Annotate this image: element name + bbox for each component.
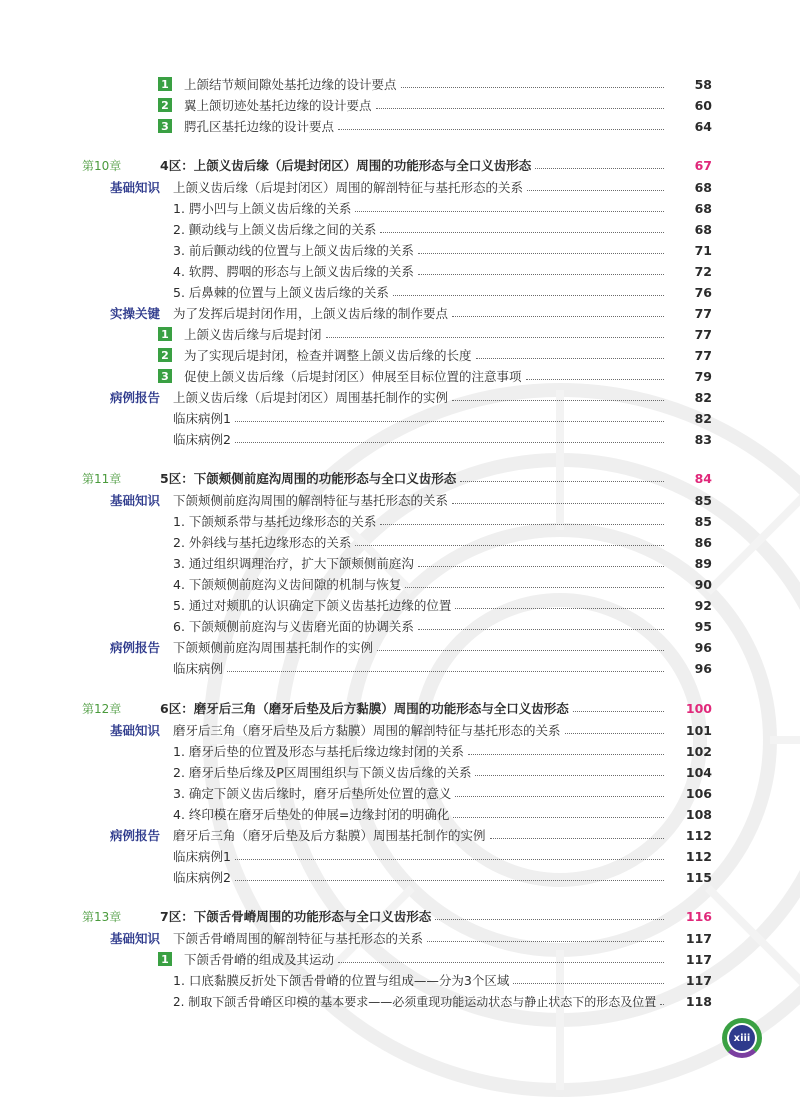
entry-body — [173, 804, 670, 824]
page-number: 102 — [685, 743, 712, 759]
section-entry[interactable] — [0, 490, 800, 510]
dot-leader — [418, 274, 664, 275]
page-number: 68 — [694, 221, 712, 237]
page-number: 90 — [694, 576, 712, 592]
toc-entry[interactable] — [0, 366, 800, 386]
number-box: 3 — [158, 119, 172, 133]
entry-title: 上颌义齿后缘（后堤封闭区）周围的解剖特征与基托形态的关系 — [173, 180, 524, 195]
entry-body — [184, 95, 670, 115]
dot-leader — [338, 129, 664, 130]
page-number: 108 — [685, 806, 712, 822]
entry-body — [173, 846, 670, 866]
entry-body — [173, 198, 670, 218]
dot-leader — [338, 962, 664, 963]
entry-title: 临床病例2 — [173, 432, 231, 447]
page-number: 112 — [685, 827, 712, 843]
section-label: 病例报告 — [110, 640, 161, 655]
dot-leader — [526, 379, 664, 380]
dot-leader — [227, 671, 664, 672]
page-number: 85 — [694, 513, 712, 529]
dot-leader — [235, 421, 664, 422]
page-number: 96 — [694, 660, 712, 676]
entry-title: 5. 通过对颊肌的认识确定下颌义齿基托边缘的位置 — [173, 598, 452, 613]
section-entry[interactable] — [0, 825, 800, 845]
dot-leader — [235, 859, 664, 860]
toc-entry[interactable] — [0, 261, 800, 281]
number-box: 1 — [158, 327, 172, 341]
entry-title: 下颌舌骨嵴的组成及其运动 — [184, 952, 335, 967]
dot-leader — [355, 545, 664, 546]
chapter-entry[interactable] — [0, 698, 800, 718]
entry-title: 2. 外斜线与基托边缘形态的关系 — [173, 535, 352, 550]
page-number: 71 — [694, 242, 712, 258]
page-number: 79 — [694, 368, 712, 384]
dot-leader — [460, 481, 664, 482]
page-number: 106 — [685, 785, 712, 801]
entry-title: 1. 磨牙后垫的位置及形态与基托后缘边缘封闭的关系 — [173, 744, 464, 759]
page-number: 76 — [694, 284, 712, 300]
entry-body — [173, 387, 670, 407]
entry-body — [173, 762, 670, 782]
page-number: 68 — [694, 179, 712, 195]
entry-body — [173, 532, 670, 552]
page-number: 84 — [694, 470, 712, 486]
toc-entry[interactable] — [0, 658, 800, 678]
entry-title: 临床病例 — [173, 661, 224, 676]
toc-entry[interactable] — [0, 949, 800, 969]
entry-title: 6. 下颌颊侧前庭沟与义齿磨光面的协调关系 — [173, 619, 414, 634]
entry-title: 下颌颊侧前庭沟周围的解剖特征与基托形态的关系 — [173, 493, 449, 508]
dot-leader — [418, 253, 664, 254]
entry-body — [184, 324, 670, 344]
page-number: 64 — [694, 118, 712, 134]
entry-title: 促使上颌义齿后缘（后堤封闭区）伸展至目标位置的注意事项 — [184, 369, 522, 384]
dot-leader — [435, 919, 664, 920]
dot-leader — [660, 1004, 664, 1005]
dot-leader — [427, 941, 664, 942]
toc-entry[interactable] — [0, 511, 800, 531]
chapter-entry[interactable] — [0, 468, 800, 488]
entry-body — [184, 366, 670, 386]
entry-title: 为了发挥后堤封闭作用，上颌义齿后缘的制作要点 — [173, 306, 449, 321]
entry-body — [160, 906, 670, 926]
page-number: 67 — [694, 157, 712, 173]
toc-entry[interactable] — [0, 741, 800, 761]
toc-entry[interactable] — [0, 991, 800, 1011]
dot-leader — [453, 817, 664, 818]
toc-entry[interactable] — [0, 846, 800, 866]
entry-body — [173, 991, 670, 1011]
page-number: 86 — [694, 534, 712, 550]
entry-body — [173, 720, 670, 740]
entry-body — [173, 219, 670, 239]
entry-title: 2. 颤动线与上颌义齿后缘之间的关系 — [173, 222, 377, 237]
page-number: 77 — [694, 347, 712, 363]
toc-entry[interactable] — [0, 616, 800, 636]
toc-entry[interactable] — [0, 970, 800, 990]
entry-body — [184, 345, 670, 365]
page-number: 82 — [694, 410, 712, 426]
page-number: 101 — [685, 722, 712, 738]
dot-leader — [535, 168, 664, 169]
chapter-label: 第10章 — [82, 158, 122, 173]
dot-leader — [393, 295, 664, 296]
dot-leader — [235, 442, 664, 443]
entry-body — [173, 928, 670, 948]
toc-entry[interactable] — [0, 783, 800, 803]
entry-body — [160, 468, 670, 488]
entry-body — [173, 867, 670, 887]
page-number: 117 — [685, 930, 712, 946]
number-box: 1 — [158, 77, 172, 91]
page-number: 85 — [694, 492, 712, 508]
entry-body — [173, 574, 670, 594]
entry-body — [173, 637, 670, 657]
chapter-label: 第13章 — [82, 909, 122, 924]
entry-title: 7区：下颌舌骨嵴周围的功能形态与全口义齿形态 — [160, 909, 432, 924]
toc-entry[interactable] — [0, 345, 800, 365]
dot-leader — [455, 796, 664, 797]
entry-body — [160, 698, 670, 718]
entry-title: 临床病例1 — [173, 411, 231, 426]
number-box: 3 — [158, 369, 172, 383]
entry-body — [173, 261, 670, 281]
entry-title: 1. 下颌颊系带与基托边缘形态的关系 — [173, 514, 377, 529]
page-number: 77 — [694, 326, 712, 342]
entry-title: 4. 终印模在磨牙后垫处的伸展=边缘封闭的明确化 — [173, 807, 450, 822]
entry-body — [184, 116, 670, 136]
chapter-entry[interactable] — [0, 906, 800, 926]
number-box: 1 — [158, 952, 172, 966]
dot-leader — [452, 316, 664, 317]
toc-entry[interactable] — [0, 553, 800, 573]
entry-title: 临床病例1 — [173, 849, 231, 864]
dot-leader — [377, 650, 664, 651]
toc-entry[interactable] — [0, 198, 800, 218]
entry-title: 翼上颌切迹处基托边缘的设计要点 — [184, 98, 372, 113]
entry-body — [173, 553, 670, 573]
page-number: 115 — [685, 869, 712, 885]
toc-entry[interactable] — [0, 867, 800, 887]
entry-body — [173, 429, 670, 449]
section-entry[interactable] — [0, 637, 800, 657]
toc-entry[interactable] — [0, 532, 800, 552]
toc-entry[interactable] — [0, 574, 800, 594]
chapter-label: 第11章 — [82, 471, 122, 486]
toc-entry[interactable] — [0, 595, 800, 615]
entry-title: 3. 前后颤动线的位置与上颌义齿后缘的关系 — [173, 243, 414, 258]
section-label: 基础知识 — [110, 493, 161, 508]
section-entry[interactable] — [0, 177, 800, 197]
entry-body — [173, 595, 670, 615]
section-label: 病例报告 — [110, 390, 161, 405]
section-label: 基础知识 — [110, 931, 161, 946]
toc-entry[interactable] — [0, 240, 800, 260]
entry-title: 2. 磨牙后垫后缘及P区周围组织与下颌义齿后缘的关系 — [173, 765, 472, 780]
dot-leader — [513, 983, 664, 984]
dot-leader — [405, 587, 664, 588]
dot-leader — [418, 566, 664, 567]
entry-body — [173, 177, 670, 197]
page-number-badge — [722, 1018, 762, 1058]
entry-title: 6区：磨牙后三角（磨牙后垫及后方黏膜）周围的功能形态与全口义齿形态 — [160, 701, 569, 716]
entry-title: 下颌舌骨嵴周围的解剖特征与基托形态的关系 — [173, 931, 424, 946]
entry-body — [173, 490, 670, 510]
entry-title: 为了实现后堤封闭，检查并调整上颌义齿后缘的长度 — [184, 348, 472, 363]
dot-leader — [401, 87, 664, 88]
entry-title: 磨牙后三角（磨牙后垫及后方黏膜）周围的解剖特征与基托形态的关系 — [173, 723, 561, 738]
entry-title: 3. 确定下颌义齿后缘时，磨牙后垫所处位置的意义 — [173, 786, 452, 801]
toc-entry[interactable] — [0, 219, 800, 239]
page-number: 68 — [694, 200, 712, 216]
page-number: 83 — [694, 431, 712, 447]
entry-title: 临床病例2 — [173, 870, 231, 885]
entry-title: 4. 下颌颊侧前庭沟义齿间隙的机制与恢复 — [173, 577, 402, 592]
page-number: 100 — [685, 700, 712, 716]
toc-entry[interactable] — [0, 116, 800, 136]
toc-entry[interactable] — [0, 324, 800, 344]
page-number: 60 — [694, 97, 712, 113]
entry-title: 1. 腭小凹与上颌义齿后缘的关系 — [173, 201, 352, 216]
entry-title: 腭孔区基托边缘的设计要点 — [184, 119, 335, 134]
dot-leader — [565, 733, 664, 734]
dot-leader — [527, 190, 664, 191]
dot-leader — [468, 754, 664, 755]
entry-title: 3. 通过组织调理治疗，扩大下颌颊侧前庭沟 — [173, 556, 414, 571]
section-label: 基础知识 — [110, 723, 161, 738]
dot-leader — [573, 711, 664, 712]
page-number: 116 — [685, 908, 712, 924]
page-number: 95 — [694, 618, 712, 634]
page-number: 77 — [694, 305, 712, 321]
toc-entry[interactable] — [0, 74, 800, 94]
section-label: 基础知识 — [110, 180, 161, 195]
section-entry[interactable] — [0, 303, 800, 323]
page-number: 92 — [694, 597, 712, 613]
dot-leader — [376, 108, 664, 109]
page-number: 89 — [694, 555, 712, 571]
entry-title: 4区：上颌义齿后缘（后堤封闭区）周围的功能形态与全口义齿形态 — [160, 158, 532, 173]
section-label: 实操关键 — [110, 306, 161, 321]
page-number: 104 — [685, 764, 712, 780]
entry-title: 上颌义齿后缘（后堤封闭区）周围基托制作的实例 — [173, 390, 449, 405]
dot-leader — [452, 503, 664, 504]
entry-body — [184, 74, 670, 94]
page-number: 58 — [694, 76, 712, 92]
dot-leader — [326, 337, 664, 338]
section-label: 病例报告 — [110, 828, 161, 843]
page-number: xiii — [729, 1025, 755, 1051]
entry-title: 上颌结节颊间隙处基托边缘的设计要点 — [184, 77, 397, 92]
toc-entry[interactable] — [0, 762, 800, 782]
number-box: 2 — [158, 98, 172, 112]
page-number: 117 — [685, 951, 712, 967]
toc-entry[interactable] — [0, 408, 800, 428]
section-entry[interactable] — [0, 387, 800, 407]
entry-body — [173, 658, 670, 678]
entry-title: 磨牙后三角（磨牙后垫及后方黏膜）周围基托制作的实例 — [173, 828, 486, 843]
entry-body — [184, 949, 670, 969]
dot-leader — [355, 211, 664, 212]
entry-title: 上颌义齿后缘与后堤封闭 — [184, 327, 322, 342]
toc-entry[interactable] — [0, 804, 800, 824]
dot-leader — [452, 400, 664, 401]
chapter-entry[interactable] — [0, 155, 800, 175]
dot-leader — [418, 629, 664, 630]
toc-entry[interactable] — [0, 429, 800, 449]
dot-leader — [380, 232, 664, 233]
entry-body — [173, 970, 670, 990]
dot-leader — [476, 358, 664, 359]
section-entry[interactable] — [0, 928, 800, 948]
dot-leader — [475, 775, 664, 776]
entry-body — [173, 741, 670, 761]
entry-body — [173, 240, 670, 260]
page-number: 82 — [694, 389, 712, 405]
entry-body — [173, 282, 670, 302]
entry-body — [173, 303, 670, 323]
page-number: 96 — [694, 639, 712, 655]
entry-title: 5区：下颌颊侧前庭沟周围的功能形态与全口义齿形态 — [160, 471, 457, 486]
page-number: 112 — [685, 848, 712, 864]
entry-body — [160, 155, 670, 175]
section-entry[interactable] — [0, 720, 800, 740]
dot-leader — [490, 838, 664, 839]
entry-body — [173, 616, 670, 636]
toc-entry[interactable] — [0, 95, 800, 115]
page-number: 72 — [694, 263, 712, 279]
entry-body — [173, 408, 670, 428]
entry-body — [173, 825, 670, 845]
entry-title: 4. 软腭、腭咽的形态与上颌义齿后缘的关系 — [173, 264, 414, 279]
dot-leader — [380, 524, 664, 525]
page-number: 118 — [685, 993, 712, 1009]
entry-title: 1. 口底黏膜反折处下颌舌骨嵴的位置与组成——分为3个区域 — [173, 973, 510, 988]
entry-body — [173, 783, 670, 803]
entry-body — [173, 511, 670, 531]
chapter-label: 第12章 — [82, 701, 122, 716]
page-number: 117 — [685, 972, 712, 988]
dot-leader — [235, 880, 664, 881]
dot-leader — [455, 608, 664, 609]
entry-title: 5. 后鼻棘的位置与上颌义齿后缘的关系 — [173, 285, 389, 300]
number-box: 2 — [158, 348, 172, 362]
entry-title: 2. 制取下颌舌骨嵴区印模的基本要求——必须重现功能运动状态与静止状态下的形态及位置 — [173, 994, 657, 1009]
toc-entry[interactable] — [0, 282, 800, 302]
entry-title: 下颌颊侧前庭沟周围基托制作的实例 — [173, 640, 374, 655]
